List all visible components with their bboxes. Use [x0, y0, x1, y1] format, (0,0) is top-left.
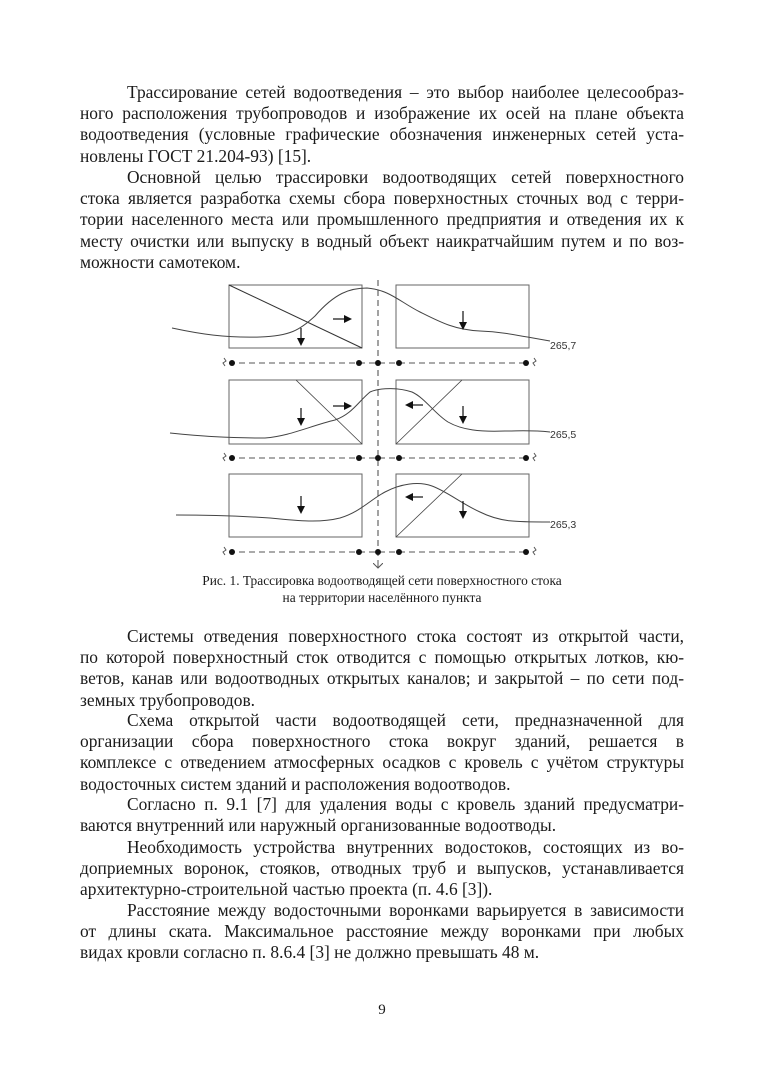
- text-line: можности самотеком.: [80, 251, 241, 272]
- contour-label: 265,7: [550, 340, 577, 352]
- text-line: водоотведения (условные графические обозначения инженерных сетей уста-: [80, 124, 684, 145]
- text-line: новлены ГОСТ 21.204-93) [15].: [80, 145, 312, 166]
- street-axis-line: [223, 453, 536, 461]
- text-line: комплексе с отведением атмосферных осадков с кровель с учётом структуры: [80, 752, 684, 773]
- caption-line: на территории населённого пункта: [282, 590, 482, 605]
- text-line: стока является разработка схемы сбора поверхностных сточных вод с терри-: [80, 188, 684, 209]
- text-line: Расстояние между водосточными воронками варьируется в зависимости: [127, 900, 684, 920]
- text-line: земных трубопроводов.: [80, 689, 256, 710]
- text-line: Согласно п. 9.1 [7] для удаления воды с кровель зданий предусматри-: [127, 794, 684, 814]
- street-axis-line: [223, 358, 536, 366]
- contour-label: 265,3: [550, 519, 577, 531]
- slope-divider: [396, 474, 462, 537]
- paragraph-4: [80, 710, 684, 795]
- street-axis-line: [223, 547, 536, 555]
- block-row-2: [170, 380, 576, 461]
- text-line: по которой поверхностный сток отводится с помощью открытых лотков, кю-: [80, 647, 684, 668]
- text-line: Основной целью трассировки водоотводящих сетей поверхностного: [127, 167, 684, 187]
- figure-caption: [0, 572, 764, 606]
- paragraph-7: [80, 900, 684, 964]
- text-line: водосточных систем зданий и расположения водоотводов.: [80, 773, 511, 794]
- text-line: ваются внутренний или наружный организованные водоотводы.: [80, 815, 557, 836]
- contour-label: 265,5: [550, 429, 577, 441]
- paragraph-5: [80, 794, 684, 836]
- block-row-3: [176, 474, 576, 555]
- page-number: 9: [378, 1002, 386, 1018]
- text-line: Схема открытой части водоотводящей сети, предназначенной для: [127, 710, 684, 730]
- text-line: организации сбора поверхностного стока вокруг зданий, решается в: [80, 731, 684, 752]
- text-line: от длины ската. Максимальное расстояние между воронками при любых: [80, 921, 684, 942]
- contour-line-265-5: [170, 389, 550, 438]
- text-line: тории населенного места или промышленного предприятия и отведения их к: [80, 209, 684, 230]
- text-line: архитектурно-строительной частью проекта (п. 4.6 [3]).: [80, 879, 493, 900]
- text-line: ного расположения трубопроводов и изображение их осей на плане объекта: [80, 103, 684, 124]
- slope-divider: [229, 285, 362, 348]
- building-block: [229, 474, 362, 537]
- text-line: доприемных воронок, стояков, отводных труб и выпусков, устанавливается: [80, 858, 684, 879]
- text-line: Трассирование сетей водоотведения – это выбор наиболее целесообраз-: [127, 82, 684, 102]
- text-line: видах кровли согласно п. 8.6.4 [3] не должно превышать 48 м.: [80, 942, 540, 963]
- caption-line: Рис. 1. Трассировка водоотводящей сети поверхностного стока: [202, 573, 562, 588]
- building-block: [229, 380, 362, 444]
- block-row-1: [172, 285, 576, 366]
- text-line: Необходимость устройства внутренних водостоков, состоящих из во-: [127, 837, 684, 857]
- slope-divider: [296, 380, 362, 444]
- text-line: ветов, канав или водоотводных открытых каналов; и закрытой – по сети под-: [80, 668, 684, 689]
- paragraph-3: [80, 626, 684, 711]
- contour-line-265-3: [176, 484, 550, 522]
- text-line: Системы отведения поверхностного стока состоят из открытой части,: [127, 626, 684, 646]
- text-line: месту очистки или выпуску в водный объект наикратчайшим путем и по воз-: [80, 230, 684, 251]
- paragraph-6: [80, 837, 684, 901]
- slope-divider: [396, 380, 462, 444]
